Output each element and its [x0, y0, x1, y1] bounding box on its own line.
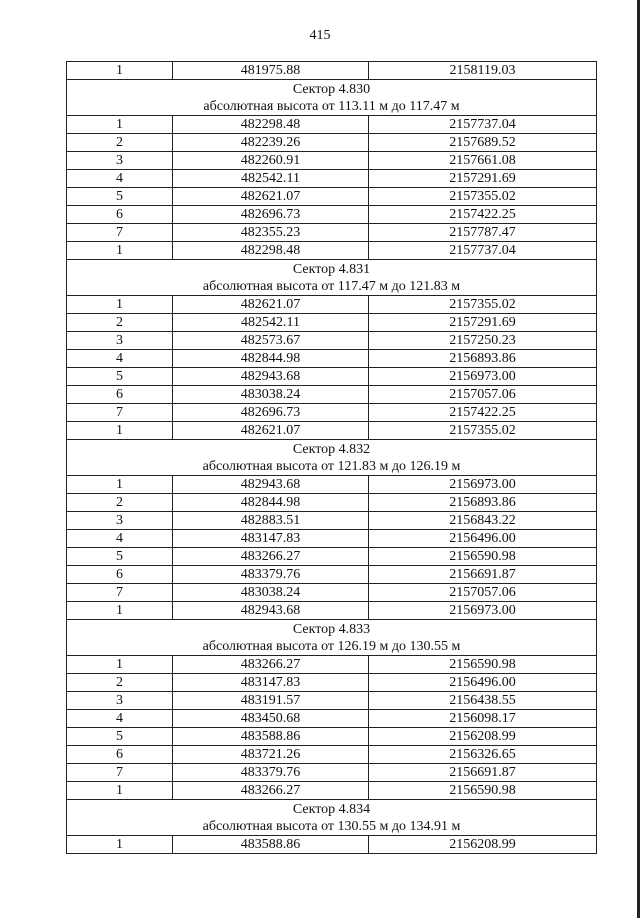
- x-coordinate-cell: 482542.11: [173, 314, 369, 331]
- x-coordinate-cell: 483038.24: [173, 386, 369, 403]
- page-number: 415: [309, 28, 331, 43]
- sector-height-range: абсолютная высота от 113.11 м до 117.47 м: [203, 99, 460, 114]
- y-coordinate-cell: 2157422.25: [449, 207, 516, 222]
- table-row: [67, 188, 596, 206]
- y-coordinate-cell: 2157291.69: [449, 171, 516, 186]
- table-row: [67, 512, 596, 530]
- y-coordinate-cell: 2156438.55: [449, 693, 516, 708]
- table-row: [67, 386, 596, 404]
- x-coordinate-cell: 483588.86: [173, 836, 369, 853]
- x-coordinate-cell: 482943.68: [173, 602, 369, 619]
- point-number-cell: 7: [67, 584, 173, 601]
- y-coordinate-cell: 2156973.00: [449, 603, 516, 618]
- table-row: [67, 170, 596, 188]
- sector-title: Сектор 4.830: [292, 82, 371, 97]
- y-coordinate-cell: 2156893.86: [449, 495, 516, 510]
- y-coordinate-cell: 2156496.00: [449, 531, 516, 546]
- y-coordinate-cell: 2157057.06: [449, 585, 516, 600]
- table-row: [67, 764, 596, 782]
- x-coordinate-cell: 482621.07: [173, 296, 369, 313]
- sector-title: Сектор 4.834: [292, 802, 371, 817]
- x-coordinate-cell: 483266.27: [173, 782, 369, 799]
- x-coordinate-cell: 483450.68: [173, 710, 369, 727]
- table-row: [67, 584, 596, 602]
- y-coordinate-cell: 2156326.65: [449, 747, 516, 762]
- x-coordinate-cell: 483379.76: [173, 566, 369, 583]
- point-number-cell: 7: [67, 224, 173, 241]
- y-coordinate-cell: 2156590.98: [449, 549, 516, 564]
- y-coordinate-cell: 2156973.00: [449, 369, 516, 384]
- sector-height-range: абсолютная высота от 121.83 м до 126.19 м: [202, 459, 461, 474]
- point-number-cell: 5: [67, 728, 173, 745]
- y-coordinate-cell: 2157787.47: [449, 225, 516, 240]
- table-row: [67, 530, 596, 548]
- table-row: [67, 782, 596, 800]
- point-number-cell: 3: [67, 152, 173, 169]
- sector-height-range: абсолютная высота от 130.55 м до 134.91 м: [202, 819, 461, 834]
- table-row: [67, 242, 596, 260]
- point-number-cell: 4: [67, 530, 173, 547]
- x-coordinate-cell: 482943.68: [173, 368, 369, 385]
- x-coordinate-cell: 483721.26: [173, 746, 369, 763]
- point-number-cell: 5: [67, 548, 173, 565]
- sector-height-range: абсолютная высота от 126.19 м до 130.55 м: [202, 639, 461, 654]
- y-coordinate-cell: 2156893.86: [449, 351, 516, 366]
- y-coordinate-cell: 2156208.99: [449, 837, 516, 852]
- point-number-cell: 2: [67, 134, 173, 151]
- point-number-cell: 1: [67, 242, 173, 259]
- y-coordinate-cell: 2157689.52: [449, 135, 516, 150]
- point-number-cell: 1: [67, 116, 173, 133]
- table-row: [67, 224, 596, 242]
- point-number-cell: 1: [67, 296, 173, 313]
- x-coordinate-cell: 482260.91: [173, 152, 369, 169]
- sector-title: Сектор 4.833: [292, 622, 371, 637]
- y-coordinate-cell: 2156691.87: [449, 567, 516, 582]
- x-coordinate-cell: 481975.88: [173, 62, 369, 79]
- table-row: [67, 728, 596, 746]
- point-number-cell: 7: [67, 764, 173, 781]
- point-number-cell: 2: [67, 314, 173, 331]
- x-coordinate-cell: 482298.48: [173, 116, 369, 133]
- point-number-cell: 6: [67, 206, 173, 223]
- table-row: [67, 350, 596, 368]
- y-coordinate-cell: 2157422.25: [449, 405, 516, 420]
- x-coordinate-cell: 483266.27: [173, 548, 369, 565]
- table-row: [67, 368, 596, 386]
- table-row: [67, 710, 596, 728]
- point-number-cell: 3: [67, 692, 173, 709]
- table-row: [67, 62, 596, 80]
- table-row: [67, 674, 596, 692]
- x-coordinate-cell: 483038.24: [173, 584, 369, 601]
- table-row: [67, 404, 596, 422]
- table-row: [67, 476, 596, 494]
- y-coordinate-cell: 2156843.22: [449, 513, 516, 528]
- x-coordinate-cell: 483147.83: [173, 674, 369, 691]
- point-number-cell: 1: [67, 62, 173, 79]
- x-coordinate-cell: 482542.11: [173, 170, 369, 187]
- point-number-cell: 2: [67, 494, 173, 511]
- x-coordinate-cell: 482696.73: [173, 404, 369, 421]
- y-coordinate-cell: 2157355.02: [449, 423, 516, 438]
- point-number-cell: 6: [67, 386, 173, 403]
- y-coordinate-cell: 2157291.69: [449, 315, 516, 330]
- point-number-cell: 1: [67, 602, 173, 619]
- table-row: [67, 692, 596, 710]
- point-number-cell: 1: [67, 782, 173, 799]
- y-coordinate-cell: 2156590.98: [449, 657, 516, 672]
- point-number-cell: 1: [67, 422, 173, 439]
- table-row: [67, 206, 596, 224]
- sector-header: [67, 440, 596, 476]
- x-coordinate-cell: 483147.83: [173, 530, 369, 547]
- y-coordinate-cell: 2156590.98: [449, 783, 516, 798]
- y-coordinate-cell: 2157355.02: [449, 189, 516, 204]
- table-row: [67, 602, 596, 620]
- point-number-cell: 5: [67, 368, 173, 385]
- point-number-cell: 3: [67, 512, 173, 529]
- table-row: [67, 314, 596, 332]
- point-number-cell: 1: [67, 476, 173, 493]
- point-number-cell: 5: [67, 188, 173, 205]
- x-coordinate-cell: 482355.23: [173, 224, 369, 241]
- table-row: [67, 332, 596, 350]
- table-row: [67, 152, 596, 170]
- table-row: [67, 422, 596, 440]
- table-row: [67, 134, 596, 152]
- y-coordinate-cell: 2158119.03: [449, 63, 516, 78]
- sector-header: [67, 800, 596, 836]
- y-coordinate-cell: 2157057.06: [449, 387, 516, 402]
- sector-height-range: абсолютная высота от 117.47 м до 121.83 м: [202, 279, 461, 294]
- x-coordinate-cell: 482573.67: [173, 332, 369, 349]
- x-coordinate-cell: 482844.98: [173, 494, 369, 511]
- x-coordinate-cell: 483266.27: [173, 656, 369, 673]
- y-coordinate-cell: 2156973.00: [449, 477, 516, 492]
- table-row: [67, 296, 596, 314]
- point-number-cell: 6: [67, 566, 173, 583]
- y-coordinate-cell: 2157661.08: [449, 153, 516, 168]
- table-row: [67, 566, 596, 584]
- sector-title: Сектор 4.831: [292, 262, 371, 277]
- point-number-cell: 4: [67, 710, 173, 727]
- y-coordinate-cell: 2156208.99: [449, 729, 516, 744]
- x-coordinate-cell: 482696.73: [173, 206, 369, 223]
- sector-header: [67, 80, 596, 116]
- y-coordinate-cell: 2157737.04: [449, 117, 516, 132]
- point-number-cell: 3: [67, 332, 173, 349]
- point-number-cell: 7: [67, 404, 173, 421]
- x-coordinate-cell: 482883.51: [173, 512, 369, 529]
- x-coordinate-cell: 482943.68: [173, 476, 369, 493]
- y-coordinate-cell: 2156098.17: [449, 711, 516, 726]
- table-row: [67, 116, 596, 134]
- table-row: [67, 656, 596, 674]
- x-coordinate-cell: 483588.86: [173, 728, 369, 745]
- x-coordinate-cell: 483379.76: [173, 764, 369, 781]
- point-number-cell: 1: [67, 836, 173, 853]
- y-coordinate-cell: 2157250.23: [449, 333, 516, 348]
- x-coordinate-cell: 483191.57: [173, 692, 369, 709]
- point-number-cell: 4: [67, 350, 173, 367]
- point-number-cell: 2: [67, 674, 173, 691]
- x-coordinate-cell: 482298.48: [173, 242, 369, 259]
- y-coordinate-cell: 2157355.02: [449, 297, 516, 312]
- table-row: [67, 548, 596, 566]
- x-coordinate-cell: 482239.26: [173, 134, 369, 151]
- sector-title: Сектор 4.832: [292, 442, 371, 457]
- table-row: [67, 836, 596, 854]
- sector-header: [67, 260, 596, 296]
- point-number-cell: 1: [67, 656, 173, 673]
- table-row: [67, 746, 596, 764]
- coordinates-table: [66, 61, 597, 854]
- y-coordinate-cell: 2156496.00: [449, 675, 516, 690]
- x-coordinate-cell: 482621.07: [173, 188, 369, 205]
- y-coordinate-cell: 2157737.04: [449, 243, 516, 258]
- table-row: [67, 494, 596, 512]
- x-coordinate-cell: 482844.98: [173, 350, 369, 367]
- point-number-cell: 6: [67, 746, 173, 763]
- sector-header: [67, 620, 596, 656]
- x-coordinate-cell: 482621.07: [173, 422, 369, 439]
- y-coordinate-cell: 2156691.87: [449, 765, 516, 780]
- point-number-cell: 4: [67, 170, 173, 187]
